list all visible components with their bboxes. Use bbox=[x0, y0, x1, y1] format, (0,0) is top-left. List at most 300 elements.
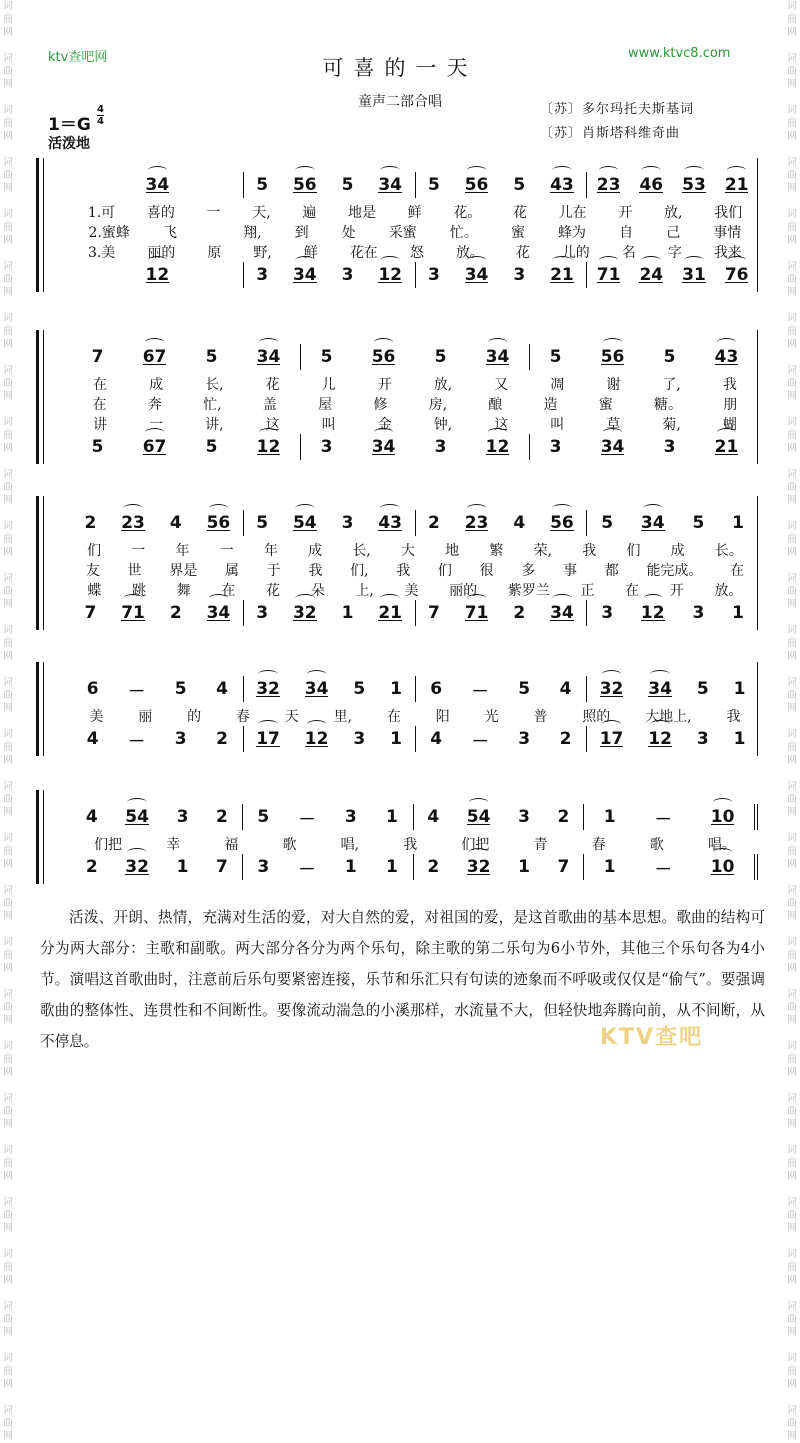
lyric-syllable: 原 bbox=[207, 245, 222, 261]
lyric-syllable: 飞 bbox=[162, 225, 177, 241]
slur-mark bbox=[467, 256, 487, 265]
beam-underline bbox=[682, 192, 706, 193]
jianpu-note: 56 bbox=[550, 513, 574, 533]
jianpu-note: 2 bbox=[84, 513, 97, 533]
jianpu-note: 4 bbox=[169, 513, 182, 533]
beam-underline bbox=[256, 746, 280, 747]
lyric-syllable: 我 bbox=[308, 563, 323, 579]
measure bbox=[416, 510, 588, 536]
jianpu-note: 21 bbox=[725, 175, 749, 195]
jianpu-note: 34 bbox=[293, 265, 317, 285]
jianpu-note: 2 bbox=[169, 603, 182, 623]
jianpu-note: 34 bbox=[146, 175, 170, 195]
lyric-words bbox=[72, 202, 758, 222]
lyric-line bbox=[72, 414, 758, 434]
lyric-syllable: 蜜 bbox=[598, 397, 613, 413]
lyric-syllable: 鲜 bbox=[303, 245, 318, 261]
jianpu-note: 1 bbox=[385, 807, 398, 827]
beam-underline bbox=[486, 454, 510, 455]
lyric-syllable: 花 bbox=[265, 377, 280, 393]
jianpu-note: 56 bbox=[601, 347, 625, 367]
beam-underline bbox=[305, 696, 329, 697]
lyric-syllable: 喜的 bbox=[146, 205, 175, 221]
lyric-syllable: 很 bbox=[479, 563, 494, 579]
lyric-syllable: 事情 bbox=[713, 225, 742, 241]
lyric-syllable: 春 bbox=[235, 709, 250, 725]
lower-voice-row bbox=[72, 600, 758, 626]
jianpu-note: 1 bbox=[603, 807, 616, 827]
lyric-line bbox=[72, 540, 758, 560]
slur-mark bbox=[295, 166, 315, 175]
jianpu-note: 34 bbox=[207, 603, 231, 623]
beam-underline bbox=[639, 192, 663, 193]
measure bbox=[587, 600, 758, 626]
lyric-syllable: 正 bbox=[580, 583, 595, 599]
lyric-syllable: 儿在 bbox=[558, 205, 587, 221]
lyric-syllable: 紫罗兰 bbox=[507, 583, 550, 599]
measure bbox=[72, 172, 244, 198]
lyric-syllable: 花在 bbox=[349, 245, 378, 261]
lyric-syllable: 都 bbox=[604, 563, 619, 579]
beam-underline bbox=[143, 454, 167, 455]
lyric-syllable: 讲 bbox=[93, 417, 108, 433]
site-logo-text: KTV查吧 bbox=[600, 1025, 704, 1050]
jianpu-note: 34 bbox=[641, 513, 665, 533]
lyric-syllable: 丽的 bbox=[449, 583, 478, 599]
jianpu-note: 1 bbox=[732, 513, 745, 533]
jianpu-note: 4 bbox=[85, 807, 98, 827]
score-system bbox=[36, 662, 758, 756]
lyric-syllable: 采蜜 bbox=[388, 225, 417, 241]
beam-underline bbox=[146, 282, 170, 283]
jianpu-note: 1 bbox=[176, 857, 189, 877]
lower-voice-row bbox=[72, 262, 758, 288]
lyric-syllable: 我 bbox=[396, 563, 411, 579]
lyric-syllable: 开 bbox=[377, 377, 392, 393]
lyric-syllable: 又 bbox=[494, 377, 509, 393]
lyric-words bbox=[72, 540, 758, 560]
lyric-syllable: 钟, bbox=[433, 417, 453, 433]
jianpu-note: 34 bbox=[372, 437, 396, 457]
jianpu-note: 3 bbox=[353, 729, 366, 749]
beam-underline bbox=[121, 620, 145, 621]
lyric-syllable: 到 bbox=[294, 225, 309, 241]
lyric-syllable: 酿 bbox=[488, 397, 503, 413]
slur-mark bbox=[307, 720, 327, 729]
lyric-syllable: 自 bbox=[619, 225, 634, 241]
slur-mark bbox=[259, 338, 279, 347]
song-title: 可喜的一天 bbox=[322, 56, 478, 80]
upper-voice-row bbox=[72, 172, 758, 198]
measure bbox=[587, 726, 758, 752]
lyric-syllable: 放。 bbox=[714, 583, 743, 599]
jianpu-note: 5 bbox=[256, 175, 269, 195]
beam-underline bbox=[372, 454, 396, 455]
beam-underline bbox=[372, 364, 396, 365]
score-system bbox=[36, 330, 758, 464]
jianpu-note: 1 bbox=[732, 603, 745, 623]
measure bbox=[72, 726, 244, 752]
jianpu-note: 32 bbox=[600, 679, 624, 699]
lyric-syllable: 叫 bbox=[321, 417, 336, 433]
jianpu-note: 34 bbox=[378, 175, 402, 195]
jianpu-note: 2 bbox=[216, 807, 228, 827]
lyric-syllable: 成 bbox=[670, 543, 685, 559]
slur-mark bbox=[127, 848, 147, 857]
lyricist-credit: 〔苏〕多尔玛托夫斯基词 bbox=[540, 102, 695, 117]
beam-underline bbox=[641, 530, 665, 531]
lyric-syllable: 唱, bbox=[340, 837, 360, 853]
jianpu-note: － bbox=[471, 731, 489, 752]
slur-mark bbox=[684, 256, 704, 265]
measure bbox=[414, 854, 585, 880]
measure bbox=[584, 804, 758, 830]
jianpu-note: 3 bbox=[692, 603, 705, 623]
jianpu-note: 23 bbox=[465, 513, 489, 533]
jianpu-note: 5 bbox=[549, 347, 562, 367]
jianpu-note: 34 bbox=[601, 437, 625, 457]
beam-underline bbox=[711, 824, 735, 825]
upper-voice-row bbox=[72, 804, 758, 830]
lyric-syllable: 跳 bbox=[132, 583, 146, 599]
lyric-syllable: 长。 bbox=[714, 543, 743, 559]
beam-underline bbox=[711, 874, 735, 875]
jianpu-note: 2 bbox=[557, 807, 570, 827]
beam-underline bbox=[600, 746, 624, 747]
jianpu-note: 4 bbox=[430, 729, 443, 749]
measure bbox=[301, 434, 530, 460]
lyric-syllable: 阳 bbox=[435, 709, 450, 725]
jianpu-note: 21 bbox=[550, 265, 574, 285]
lyric-syllable: 3.美 bbox=[88, 245, 116, 261]
lyric-syllable: 一 bbox=[206, 205, 221, 221]
song-subtitle: 童声二部合唱 bbox=[358, 94, 442, 110]
lyric-syllable: 放。 bbox=[455, 245, 484, 261]
lyric-syllable: 花。 bbox=[453, 205, 482, 221]
jianpu-note: 3 bbox=[320, 437, 333, 457]
jianpu-note: 32 bbox=[293, 603, 317, 623]
lyric-syllable: 我 bbox=[726, 709, 741, 725]
beam-underline bbox=[601, 454, 625, 455]
lyric-syllable: 2.蜜蜂 bbox=[88, 225, 130, 241]
jianpu-note: 5 bbox=[427, 175, 440, 195]
jianpu-note: 5 bbox=[341, 175, 354, 195]
beam-underline bbox=[467, 874, 491, 875]
jianpu-note: 3 bbox=[341, 265, 354, 285]
lyric-syllable: 蝴 bbox=[722, 417, 737, 433]
side-watermark-left: 词 曲 网 词 曲 网 词 曲 网 词 曲 网 词 曲 网 词 曲 网 词 曲 网 词 曲 网 词 曲 网 词 曲 网 词 曲 网 词 曲 网 词 曲 网 词 曲 网 词 曲 网 词 曲 网 词 曲 网 词 曲 网 词 曲 网 词 曲 网 词 曲 网 词 曲 网 词 曲 网 词 曲 网 词 曲 网 词 曲 网 词 曲 网 词 曲 网 bbox=[3, 1, 13, 1442]
jianpu-note: 5 bbox=[696, 679, 709, 699]
lyric-words bbox=[72, 560, 758, 580]
lyric-syllable: 花 bbox=[515, 245, 530, 261]
slur-mark bbox=[467, 166, 487, 175]
jianpu-note: 21 bbox=[715, 437, 739, 457]
measure bbox=[243, 804, 414, 830]
lyric-syllable: 上, bbox=[355, 583, 374, 599]
beam-underline bbox=[465, 530, 489, 531]
jianpu-note: 43 bbox=[378, 513, 402, 533]
measure bbox=[244, 262, 416, 288]
measure bbox=[587, 676, 758, 702]
jianpu-note: 76 bbox=[725, 265, 749, 285]
beam-underline bbox=[207, 620, 231, 621]
jianpu-note: 3 bbox=[176, 807, 189, 827]
jianpu-note: 6 bbox=[430, 679, 443, 699]
lyric-syllable: 的 bbox=[187, 709, 202, 725]
slur-mark bbox=[641, 166, 661, 175]
beam-underline bbox=[465, 620, 489, 621]
jianpu-note: 3 bbox=[256, 603, 269, 623]
slur-mark bbox=[488, 428, 508, 437]
beam-underline bbox=[293, 192, 317, 193]
jianpu-note: 7 bbox=[216, 857, 228, 877]
jianpu-note: 23 bbox=[597, 175, 621, 195]
lyric-syllable: 在 bbox=[92, 397, 107, 413]
lyric-syllable: 盖 bbox=[262, 397, 277, 413]
jianpu-note: 4 bbox=[513, 513, 526, 533]
lyric-syllable: 舞 bbox=[176, 583, 191, 599]
slur-mark bbox=[145, 338, 165, 347]
watermark-site-name: ktv查吧网 bbox=[48, 50, 108, 65]
measure bbox=[587, 262, 758, 288]
lyric-syllable: 我 bbox=[403, 837, 418, 853]
lower-voice-row bbox=[72, 854, 758, 880]
slur-mark bbox=[727, 166, 747, 175]
lyric-words bbox=[72, 222, 758, 242]
measure bbox=[587, 510, 758, 536]
system-bracket-line bbox=[43, 158, 44, 292]
lyric-syllable: 我们 bbox=[714, 205, 743, 221]
measure bbox=[72, 676, 244, 702]
lyric-syllable: 长, bbox=[205, 377, 224, 393]
lyric-syllable: 蜂为 bbox=[558, 225, 587, 241]
beam-underline bbox=[257, 454, 281, 455]
lyric-syllable: 放, bbox=[664, 205, 683, 221]
jianpu-note: 4 bbox=[216, 679, 228, 699]
lyric-syllable: 福 bbox=[224, 837, 239, 853]
jianpu-note: 23 bbox=[121, 513, 145, 533]
jianpu-note: 2 bbox=[427, 513, 440, 533]
lyric-syllable: 开 bbox=[618, 205, 633, 221]
beam-underline bbox=[378, 620, 402, 621]
lyric-syllable: 翔, bbox=[243, 225, 262, 241]
lyric-syllable: 1.可 bbox=[87, 205, 116, 221]
slur-mark bbox=[145, 428, 165, 437]
jianpu-note: 54 bbox=[293, 513, 317, 533]
slur-mark bbox=[717, 338, 737, 347]
jianpu-note: 5 bbox=[353, 679, 366, 699]
jianpu-note: 1 bbox=[385, 857, 398, 877]
slur-mark bbox=[603, 338, 623, 347]
jianpu-note: 12 bbox=[641, 603, 665, 623]
lyric-syllable: 长, bbox=[352, 543, 371, 559]
lyric-syllable: 开 bbox=[669, 583, 684, 599]
jianpu-note: 12 bbox=[305, 729, 329, 749]
lyric-syllable: 奔 bbox=[147, 397, 162, 413]
beam-underline bbox=[715, 364, 739, 365]
slur-mark bbox=[148, 256, 168, 265]
jianpu-note: 5 bbox=[663, 347, 676, 367]
lyric-syllable: 友 bbox=[85, 563, 100, 579]
beam-underline bbox=[378, 192, 402, 193]
lyric-syllable: 菊, bbox=[662, 417, 681, 433]
jianpu-note: 3 bbox=[549, 437, 562, 457]
beam-underline bbox=[143, 364, 167, 365]
lyric-syllable: 朋 bbox=[723, 397, 738, 413]
jianpu-note: 3 bbox=[344, 807, 357, 827]
slur-mark bbox=[307, 670, 327, 679]
jianpu-note: 2 bbox=[559, 729, 572, 749]
key-signature: 1＝G bbox=[48, 115, 91, 135]
lyric-syllable: 歌 bbox=[282, 837, 297, 853]
site-logo bbox=[600, 1020, 740, 1052]
jianpu-note: 1 bbox=[344, 857, 357, 877]
jianpu-note: 5 bbox=[256, 513, 269, 533]
jianpu-note: 5 bbox=[513, 175, 526, 195]
beam-underline bbox=[550, 620, 574, 621]
jianpu-note: 71 bbox=[121, 603, 145, 623]
lyric-syllable: 们 bbox=[626, 543, 641, 559]
measure bbox=[244, 172, 416, 198]
lyric-syllable: 怒 bbox=[409, 245, 424, 261]
lyric-words bbox=[72, 414, 758, 434]
beam-underline bbox=[682, 282, 706, 283]
jianpu-note: 1 bbox=[341, 603, 354, 623]
lyric-syllable: 野, bbox=[253, 245, 272, 261]
jianpu-note: 3 bbox=[427, 265, 440, 285]
measure bbox=[416, 600, 588, 626]
jianpu-note: 3 bbox=[663, 437, 676, 457]
lyric-syllable: 凋 bbox=[550, 377, 565, 393]
jianpu-note: 56 bbox=[465, 175, 489, 195]
jianpu-note: 67 bbox=[143, 437, 167, 457]
measure bbox=[72, 854, 243, 880]
jianpu-note: 4 bbox=[559, 679, 572, 699]
measure bbox=[72, 262, 244, 288]
slur-mark bbox=[643, 594, 663, 603]
lyric-syllable: 处 bbox=[341, 225, 356, 241]
lyric-syllable: 一 bbox=[131, 543, 146, 559]
jianpu-note: 4 bbox=[86, 729, 99, 749]
watermark-site-url: www.ktvc8.com bbox=[628, 46, 731, 61]
slur-mark bbox=[727, 256, 747, 265]
jianpu-note: 34 bbox=[465, 265, 489, 285]
commentary-paragraph: 活泼、开朗、热情，充满对生活的爱，对大自然的爱，对祖国的爱，是这首歌曲的基本思想。歌曲的结构可分为两大部分：主歌和副歌。两大部分各分为两个乐句，除主歌的第二乐句为6小节外，其他三个乐句各为4小节。演唱这首歌曲时，注意前后乐句要紧密连接，乐节和乐汇只有句读的迹象而不呼吸或仅仅是“偷气”。要强调歌曲的整体性、连贯性和不间断性。要像流动湍急的小溪那样，水流量不大，但轻快地奔腾向前，从不间断，从不停息。 bbox=[40, 909, 765, 1050]
lyric-words bbox=[72, 394, 758, 414]
lyric-syllable: 照的 bbox=[582, 709, 611, 725]
slur-mark bbox=[295, 594, 315, 603]
slur-mark bbox=[641, 256, 661, 265]
jianpu-note: 67 bbox=[143, 347, 167, 367]
jianpu-note: 71 bbox=[465, 603, 489, 623]
slur-mark bbox=[148, 166, 168, 175]
lyric-syllable: 年 bbox=[175, 543, 190, 559]
lyric-syllable: 青 bbox=[533, 837, 548, 853]
jianpu-note: 2 bbox=[85, 857, 98, 877]
jianpu-note: 34 bbox=[257, 347, 281, 367]
measure bbox=[416, 726, 588, 752]
beam-underline bbox=[715, 454, 739, 455]
slur-mark bbox=[258, 670, 278, 679]
jianpu-note: 1 bbox=[390, 729, 402, 749]
jianpu-note: 34 bbox=[550, 603, 574, 623]
lyric-syllable: 春 bbox=[591, 837, 606, 853]
jianpu-note: 3 bbox=[257, 857, 270, 877]
jianpu-note: 3 bbox=[518, 729, 531, 749]
jianpu-note: 3 bbox=[434, 437, 447, 457]
upper-voice-row bbox=[72, 344, 758, 370]
beam-underline bbox=[597, 192, 621, 193]
lyric-syllable: 这 bbox=[265, 417, 280, 433]
lyric-line bbox=[72, 834, 758, 854]
beam-underline bbox=[378, 530, 402, 531]
lyric-syllable: 多 bbox=[521, 563, 536, 579]
lyric-line bbox=[72, 374, 758, 394]
system-bracket bbox=[36, 158, 39, 292]
lyric-syllable: 我来 bbox=[713, 245, 742, 261]
beam-underline bbox=[550, 192, 574, 193]
side-watermark-right: 词 曲 网 词 曲 网 词 曲 网 词 曲 网 词 曲 网 词 曲 网 词 曲 网 词 曲 网 词 曲 网 词 曲 网 词 曲 网 词 曲 网 词 曲 网 词 曲 网 词 曲 网 词 曲 网 词 曲 网 词 曲 网 词 曲 网 词 曲 网 词 曲 网 词 曲 网 词 曲 网 词 曲 网 词 曲 网 词 曲 网 词 曲 网 词 曲 网 bbox=[787, 1, 797, 1442]
lyric-syllable: 金 bbox=[377, 417, 392, 433]
jianpu-note: 7 bbox=[557, 857, 570, 877]
beam-underline bbox=[641, 620, 665, 621]
lyric-syllable: 花 bbox=[513, 205, 528, 221]
slur-mark bbox=[552, 166, 572, 175]
slur-mark bbox=[374, 338, 394, 347]
lyric-syllable: 们 bbox=[437, 563, 452, 579]
slur-mark bbox=[488, 338, 508, 347]
slur-mark bbox=[603, 428, 623, 437]
lyric-syllable: 在 bbox=[625, 583, 640, 599]
lyric-syllable: 光 bbox=[484, 709, 499, 725]
jianpu-note: 24 bbox=[639, 265, 663, 285]
lyric-syllable: 草 bbox=[606, 417, 621, 433]
slur-mark bbox=[713, 798, 733, 807]
jianpu-note: 2 bbox=[216, 729, 228, 749]
lyric-syllable: 们把 bbox=[94, 837, 123, 853]
lyric-syllable: 成 bbox=[149, 377, 164, 393]
jianpu-note: 7 bbox=[427, 603, 440, 623]
lyric-syllable: 天 bbox=[284, 709, 299, 725]
jianpu-note: 34 bbox=[305, 679, 329, 699]
slur-mark bbox=[123, 594, 143, 603]
beam-underline bbox=[601, 364, 625, 365]
beam-underline bbox=[550, 530, 574, 531]
slur-mark bbox=[467, 504, 487, 513]
tempo-marking: 活泼地 bbox=[48, 136, 90, 152]
lyric-syllable: 蝶 bbox=[87, 583, 102, 599]
lyric-syllable: 一 bbox=[149, 417, 164, 433]
lyric-syllable: 修 bbox=[373, 397, 388, 413]
lyric-syllable: 一 bbox=[219, 543, 234, 559]
jianpu-note: 54 bbox=[467, 807, 491, 827]
measure bbox=[244, 676, 416, 702]
jianpu-note: 53 bbox=[682, 175, 706, 195]
lyric-syllable: 地是 bbox=[348, 205, 376, 221]
lyric-syllable: 屋 bbox=[318, 397, 333, 413]
jianpu-note: 12 bbox=[378, 265, 402, 285]
jianpu-note: 7 bbox=[84, 603, 97, 623]
measure bbox=[72, 434, 301, 460]
beam-underline bbox=[293, 282, 317, 283]
beam-underline bbox=[725, 192, 749, 193]
lyric-syllable: 们, bbox=[350, 563, 369, 579]
lyric-syllable: 名 bbox=[621, 245, 636, 261]
jianpu-note: 32 bbox=[256, 679, 280, 699]
beam-underline bbox=[648, 746, 672, 747]
slur-mark bbox=[599, 166, 619, 175]
beam-underline bbox=[125, 874, 149, 875]
